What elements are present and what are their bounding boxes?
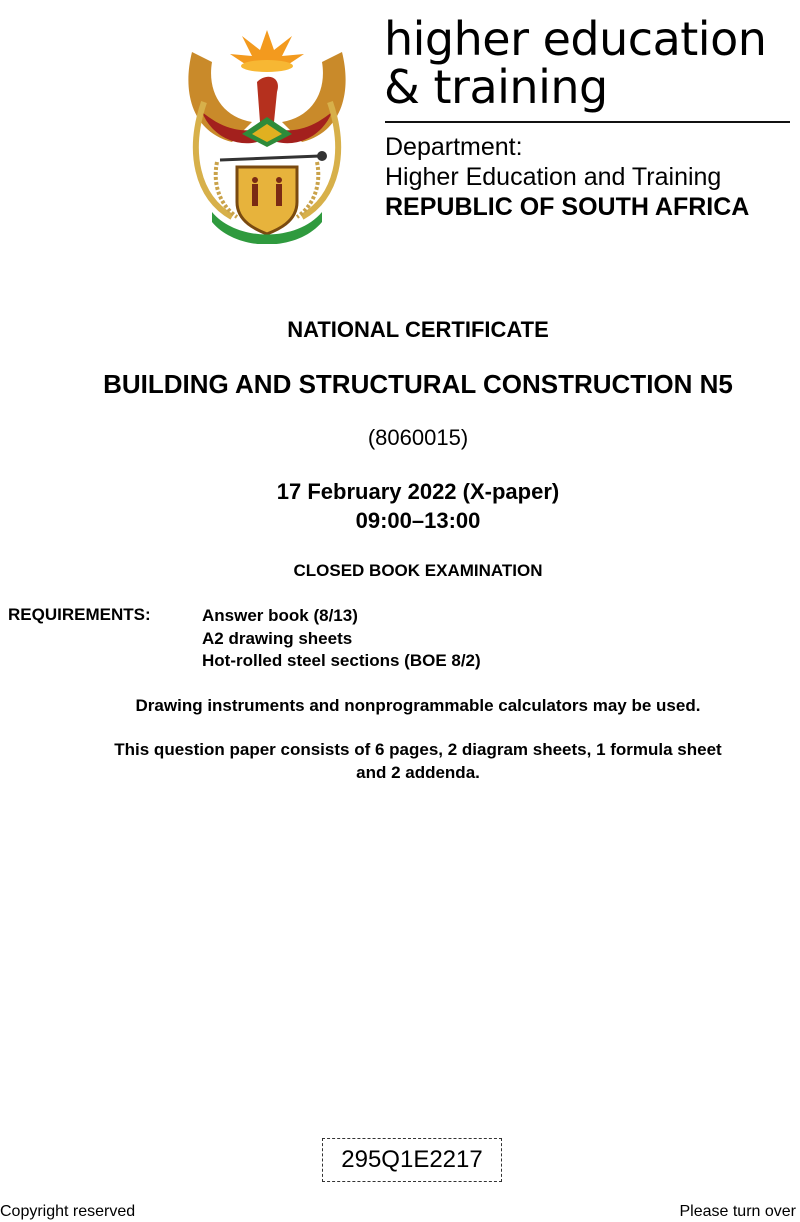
exam-type: CLOSED BOOK EXAMINATION	[293, 561, 543, 580]
sun-icon	[230, 30, 304, 72]
subject-title: BUILDING AND STRUCTURAL CONSTRUCTION N5	[103, 369, 733, 399]
requirement-item: A2 drawing sheets	[202, 628, 353, 648]
department-name: Higher Education and Training	[385, 163, 722, 191]
brand-line-1: higher education	[384, 12, 767, 66]
paper-code-box: 295Q1E2217	[322, 1138, 502, 1182]
pages-note-line2: and 2 addenda.	[356, 763, 480, 782]
requirement-item: Hot-rolled steel sections (BOE 8/2)	[202, 651, 481, 670]
department-label: Department:	[385, 133, 523, 161]
requirements-list	[202, 605, 481, 673]
brand-line-2: & training	[384, 60, 608, 114]
footer-copyright: Copyright reserved	[0, 1203, 136, 1220]
country-name: REPUBLIC OF SOUTH AFRICA	[385, 193, 750, 221]
instruments-note: Drawing instruments and nonprogrammable calculators may be used.	[135, 696, 701, 715]
coat-of-arms-logo	[182, 22, 352, 244]
footer-turn-over: Please turn over	[679, 1203, 796, 1220]
requirements-label: REQUIREMENTS:	[8, 605, 151, 624]
exam-time: 09:00–13:00	[355, 508, 481, 533]
header-rule	[385, 121, 790, 123]
requirement-item: Answer book (8/13)	[202, 606, 358, 625]
exam-date: 17 February 2022 (X-paper)	[276, 479, 560, 504]
subject-code: (8060015)	[367, 425, 469, 450]
certificate-title: NATIONAL CERTIFICATE	[287, 317, 549, 342]
pages-note-line1: This question paper consists of 6 pages, 2 diagram sheets, 1 formula sheet	[114, 740, 722, 759]
